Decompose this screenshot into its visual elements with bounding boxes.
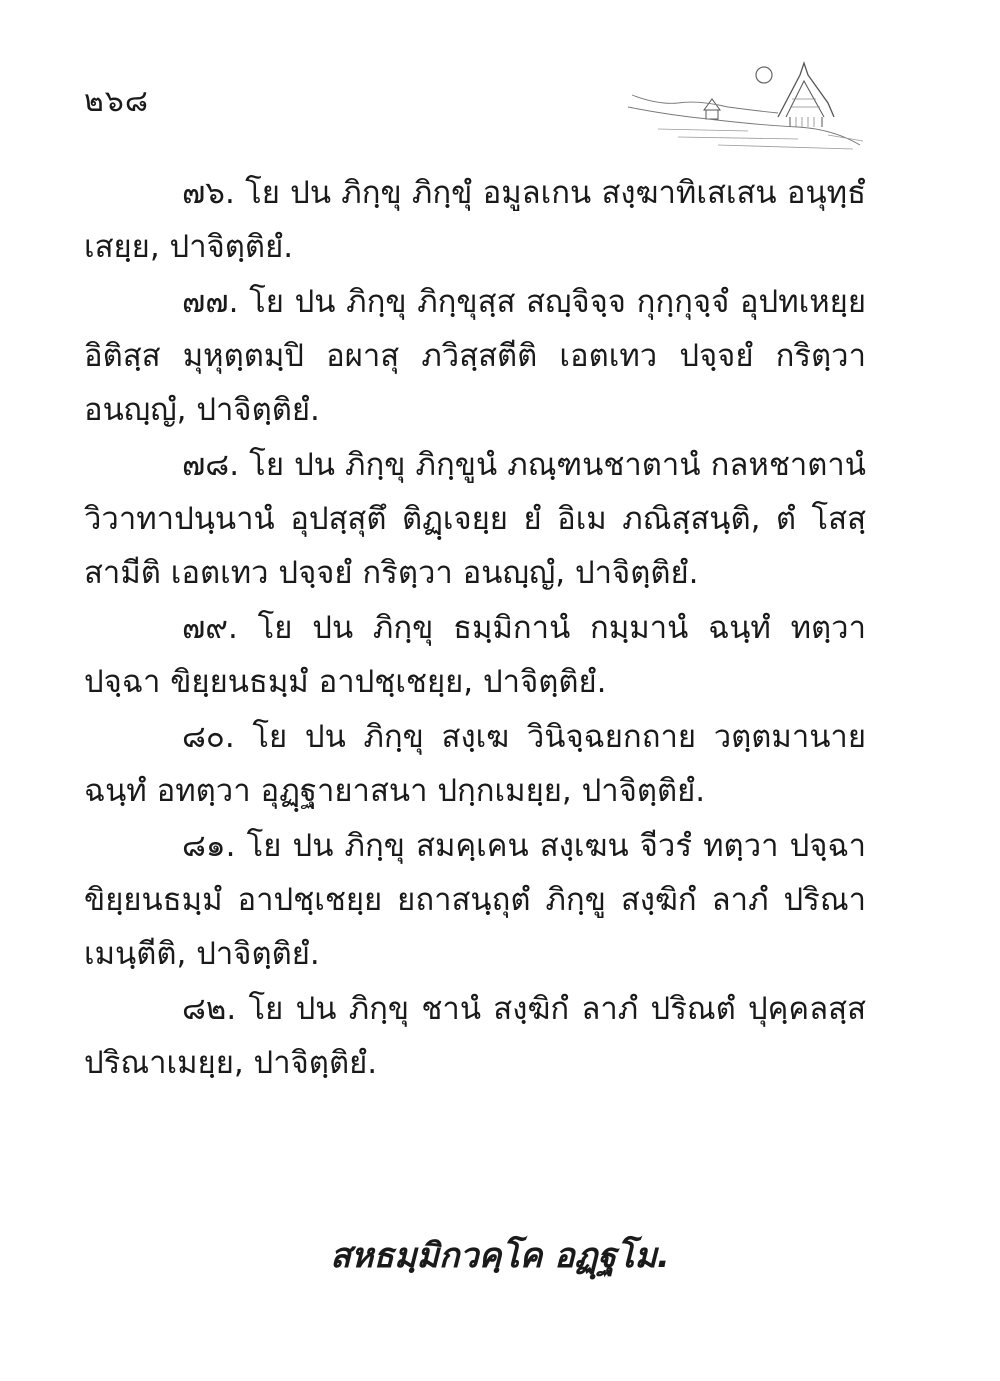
chapter-closing-title: สหธมฺมิกวคฺโค อฏฺฐโม. <box>330 1236 670 1276</box>
rule-82-paragraph: ๘๒. โย ปน ภิกฺขุ ชานํ สงฺฆิกํ ลาภํ ปริณตํ ปุคฺคลสฺส ปริณาเมยฺย, ปาจิตฺติยํ. <box>84 991 866 1081</box>
rule-81-paragraph: ๘๑. โย ปน ภิกฺขุ สมคฺเคน สงฺเฆน จีวรํ ทตฺวา ปจฺฉา ขิยฺยนธมฺมํ อาปชฺเชยฺย ยถาสนฺถุตํ ภิกฺขู สงฺฆิกํ ลาภํ ปริณาเมนฺตีติ, ปาจิตฺติยํ. <box>84 828 866 972</box>
rule-80-paragraph: ๘๐. โย ปน ภิกฺขุ สงฺเฆ วินิจฺฉยกถาย วตฺตมานาย ฉนฺทํ อทตฺวา อุฏฺฐายาสนา ปกฺกเมยฺย, ปาจิตฺติยํ. <box>84 719 866 809</box>
pali-text-body <box>84 166 866 1091</box>
page-number: ๒๖๘ <box>84 84 149 119</box>
rule-77-paragraph: ๗๗. โย ปน ภิกฺขุ ภิกฺขุสฺส สญฺจิจฺจ กุกฺกุจฺจํ อุปทเหยฺย อิติสฺส มุหุตฺตมฺปิ อผาสุ ภวิสฺสตีติ เอตเทว ปจฺจยํ กริตฺวา อนญฺญํ, ปาจิตฺติยํ. <box>84 284 866 428</box>
rule-78-paragraph: ๗๘. โย ปน ภิกฺขุ ภิกฺขูนํ ภณฺฑนชาตานํ กลหชาตานํ วิวาทาปนฺนานํ อุปสฺสุตึ ติฏฺเจยฺย ยํ อิเม ภณิสฺสนฺติ, ตํ โสสฺสามีติ เอตเทว ปจฺจยํ กริตฺวา อนญฺญํ, ปาจิตฺติยํ. <box>84 447 866 591</box>
rule-76-paragraph: ๗๖. โย ปน ภิกฺขุ ภิกฺขุํ อมูลเกน สงฺฆาทิเสเสน อนุทฺธํเสยฺย, ปาจิตฺติยํ. <box>84 175 866 265</box>
temple-landscape-icon <box>628 55 868 155</box>
rule-79-paragraph: ๗๙. โย ปน ภิกฺขุ ธมฺมิกานํ กมฺมานํ ฉนฺทํ ทตฺวา ปจฺฉา ขิยฺยนธมฺมํ อาปชฺเชยฺย, ปาจิตฺติยํ. <box>84 610 866 700</box>
